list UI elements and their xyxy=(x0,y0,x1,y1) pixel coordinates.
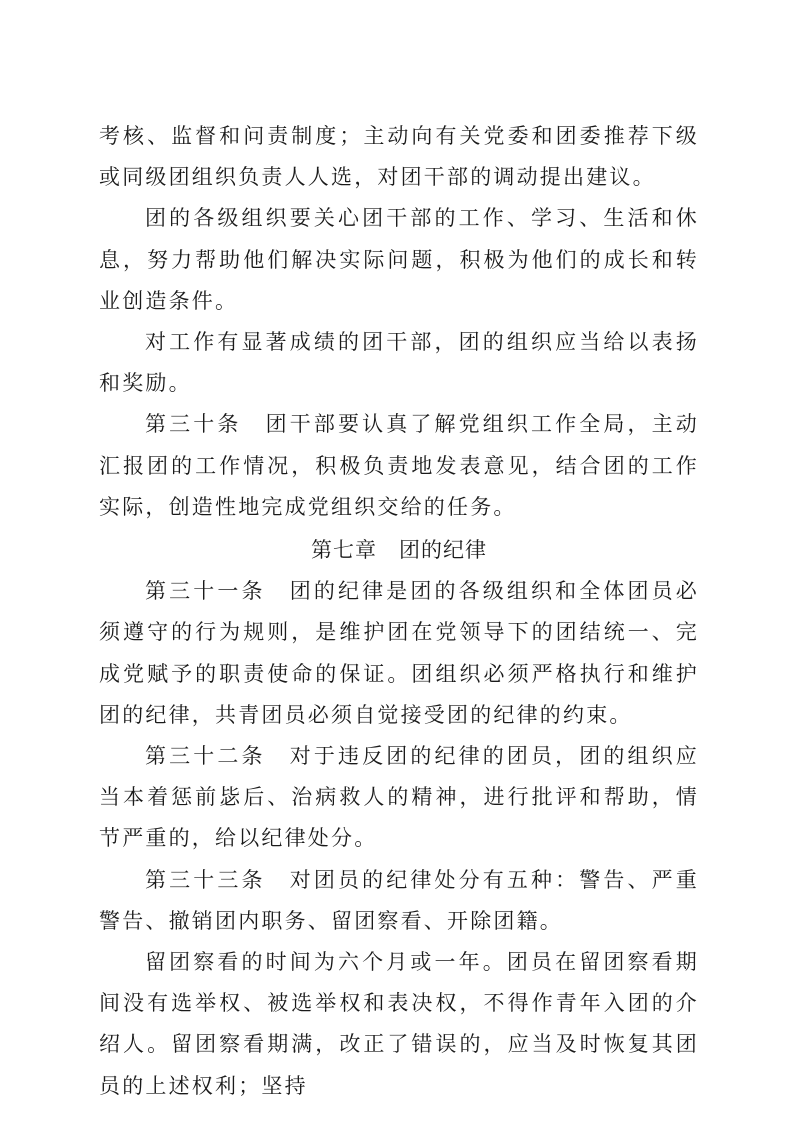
paragraph-cadre-reward: 对工作有显著成绩的团干部，团的组织应当给以表扬和奖励。 xyxy=(99,330,699,396)
document-body xyxy=(99,116,699,1107)
paragraph-probation: 留团察看的时间为六个月或一年。团员在留团察看期间没有选举权、被选举权和表决权，不得作青年入团的介绍人。留团察看期满，改正了错误的，应当及时恢复其团员的上述权利；坚持 xyxy=(99,950,699,1098)
paragraph-article-32: 第三十二条 对于违反团的纪律的团员，团的组织应当本着惩前毖后、治病救人的精神，进行批评和帮助，情节严重的，给以纪律处分。 xyxy=(99,744,699,851)
paragraph-article-30: 第三十条 团干部要认真了解党组织工作全局，主动汇报团的工作情况，积极负责地发表意见，结合团的工作实际，创造性地完成党组织交给的任务。 xyxy=(99,412,699,519)
paragraph-cadre-evaluation: 考核、监督和问责制度；主动向有关党委和团委推荐下级或同级团组织负责人人选，对团干部的调动提出建议。 xyxy=(99,124,699,190)
paragraph-article-31: 第三十一条 团的纪律是团的各级组织和全体团员必须遵守的行为规则，是维护团在党领导下的团结统一、完成党赋予的职责使命的保证。团组织必须严格执行和维护团的纪律，共青团员必须自觉接受团的纪律的约束。 xyxy=(99,579,699,727)
paragraph-cadre-care: 团的各级组织要关心团干部的工作、学习、生活和休息，努力帮助他们解决实际问题，积极为他们的成长和转业创造条件。 xyxy=(99,206,699,313)
paragraph-article-33: 第三十三条 对团员的纪律处分有五种：警告、严重警告、撤销团内职务、留团察看、开除团籍。 xyxy=(99,867,699,933)
chapter-heading: 第七章 团的纪律 xyxy=(311,538,487,563)
